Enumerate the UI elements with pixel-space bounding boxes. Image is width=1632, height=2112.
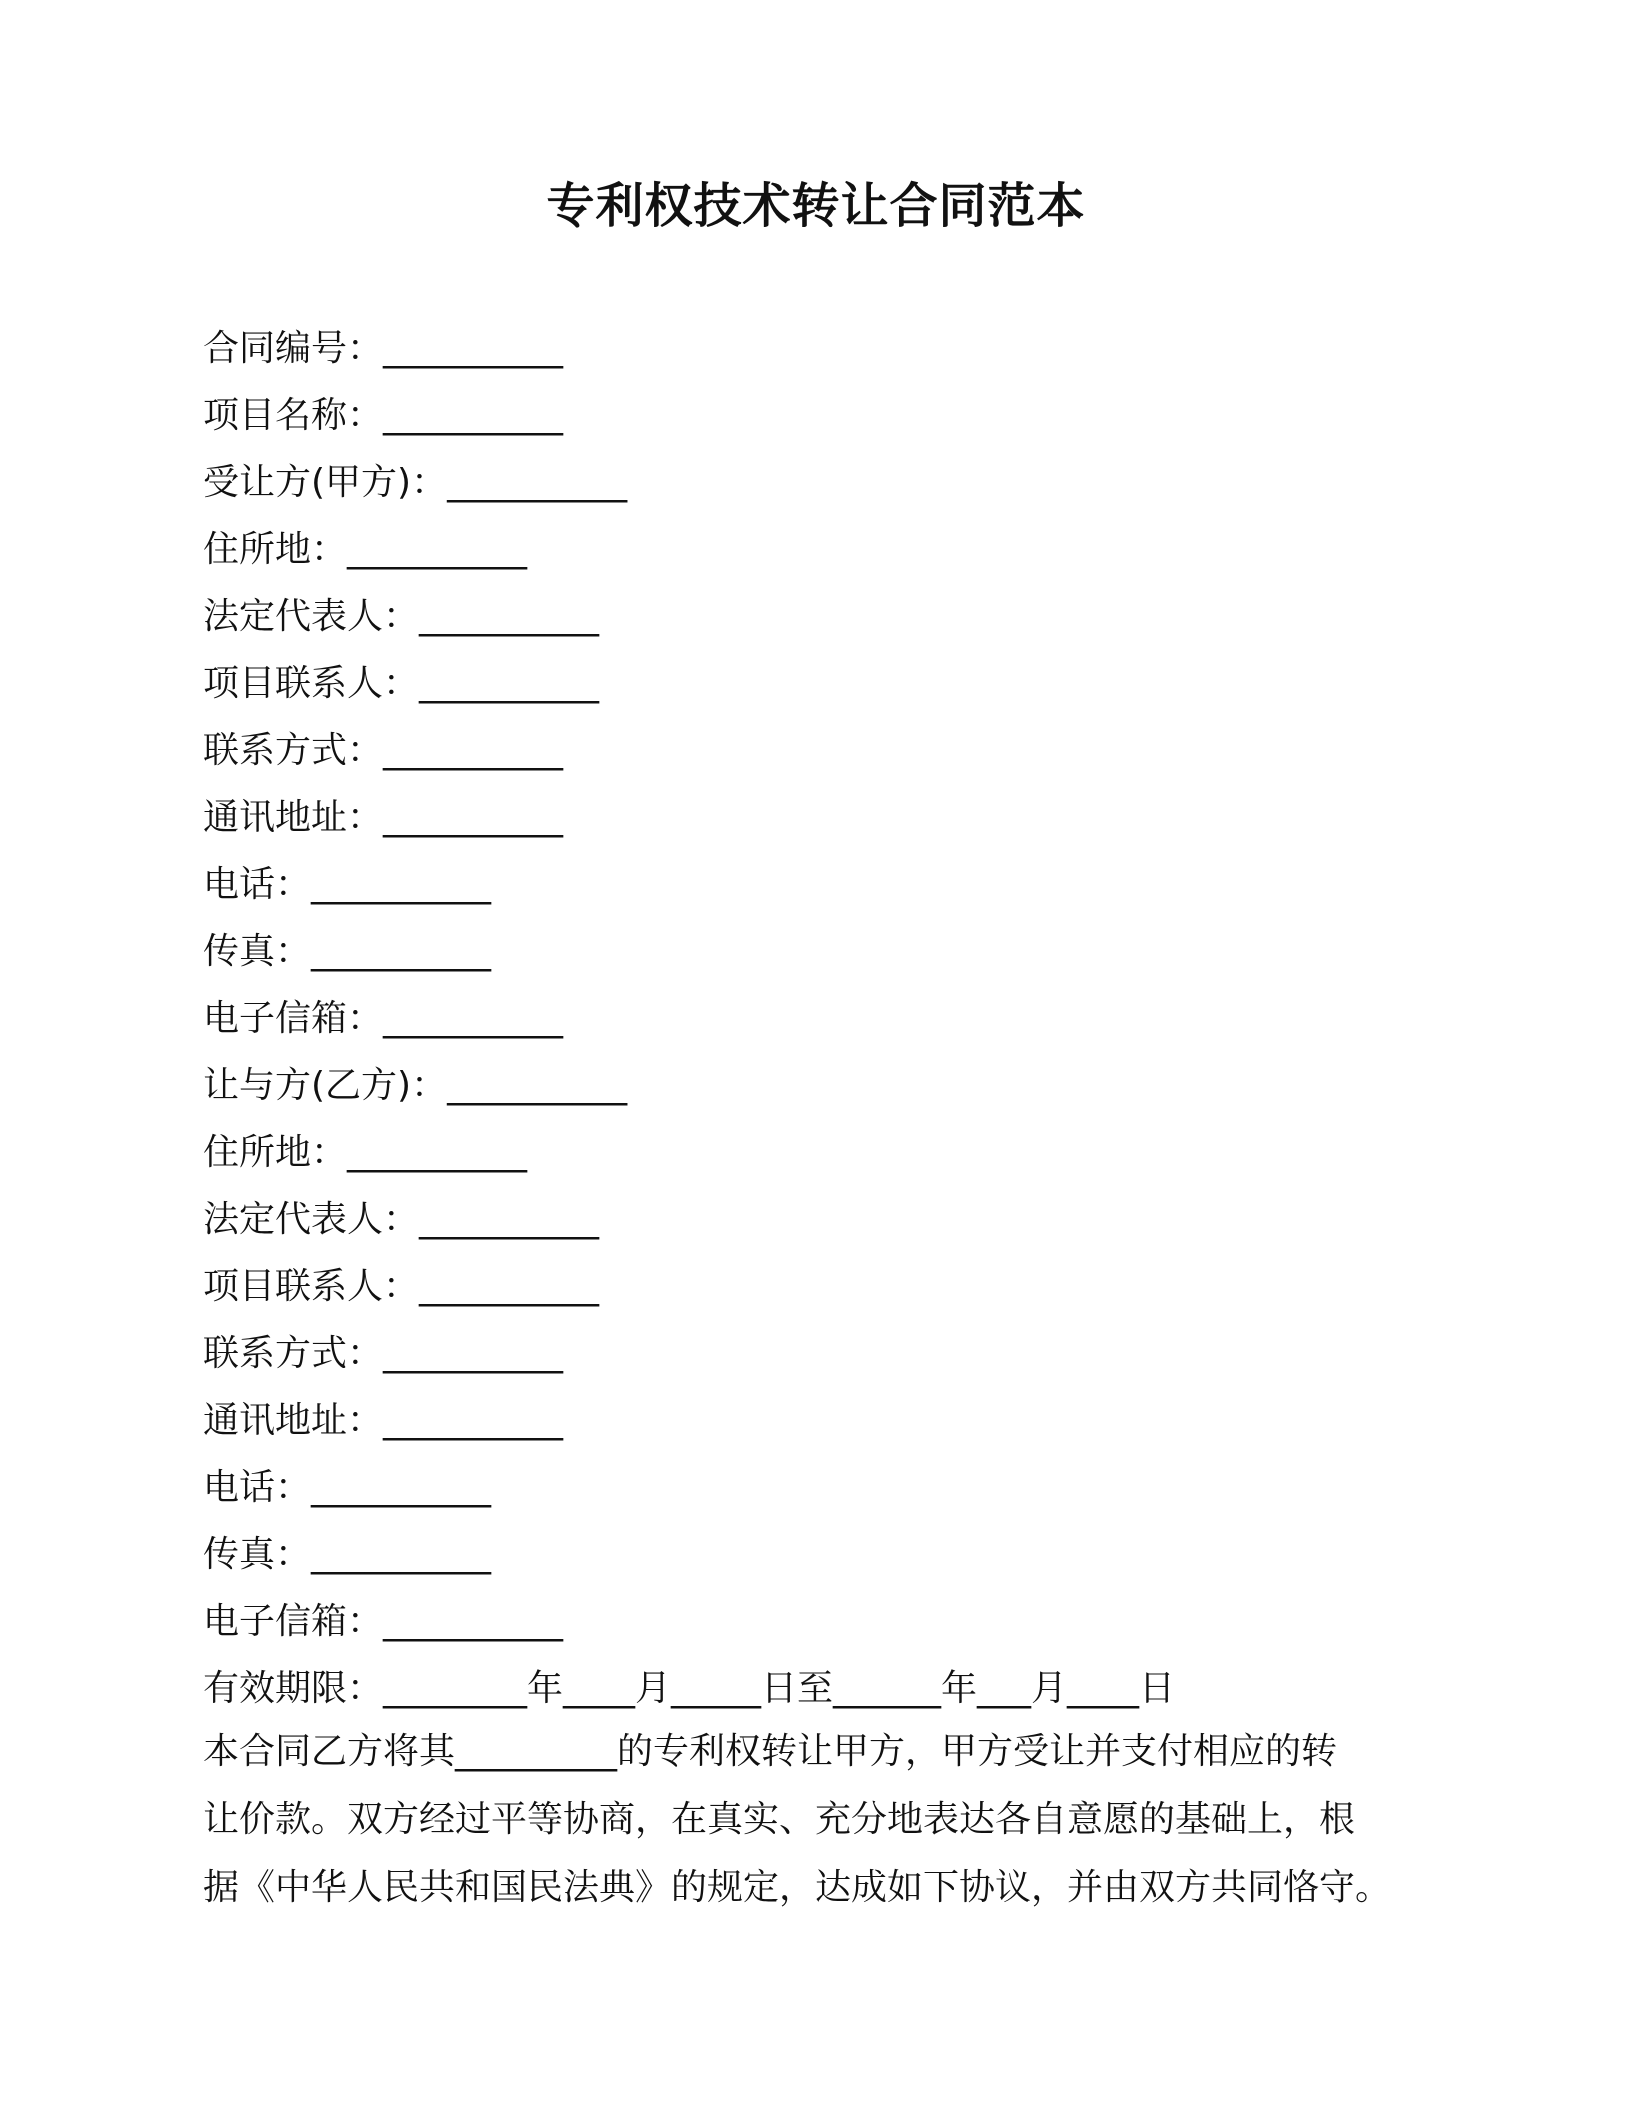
field-label: 受让方(甲方)： — [203, 462, 448, 503]
field-project-name — [203, 382, 1443, 449]
field-label: 住所地： — [203, 529, 348, 570]
field-blank: __________ — [311, 1467, 492, 1508]
field-assignee-contact-person — [203, 650, 1443, 717]
field-assignor-mailing-address — [203, 1387, 1443, 1454]
field-label: 联系方式： — [203, 730, 384, 771]
preamble-line: 本合同乙方将其_________的专利权转让甲方，甲方受让并支付相应的转 — [203, 1731, 1338, 1772]
field-label: 通讯地址： — [203, 797, 384, 838]
field-blank: __________ — [419, 596, 600, 637]
field-label: 法定代表人： — [203, 596, 420, 637]
field-blank: __________ — [383, 1601, 564, 1642]
field-assignor-contact-person — [203, 1253, 1443, 1320]
field-blank: __________ — [419, 1199, 600, 1240]
field-label: 让与方(乙方)： — [203, 1065, 448, 1106]
contract-fields — [203, 315, 1443, 1722]
field-label: 联系方式： — [203, 1333, 384, 1374]
field-assignee-legal-rep — [203, 583, 1443, 650]
field-blank: __________ — [383, 1333, 564, 1374]
field-blank: __________ — [311, 864, 492, 905]
field-assignor-fax — [203, 1521, 1443, 1588]
field-label: 法定代表人： — [203, 1199, 420, 1240]
field-blank: __________ — [311, 931, 492, 972]
field-assignor-legal-rep — [203, 1186, 1443, 1253]
field-assignee-fax — [203, 918, 1443, 985]
field-blank: __________ — [383, 730, 564, 771]
field-assignor-address — [203, 1119, 1443, 1186]
field-assignee-address — [203, 516, 1443, 583]
field-blank: __________ — [419, 1266, 600, 1307]
field-assignee-phone — [203, 851, 1443, 918]
field-blank: __________ — [383, 395, 564, 436]
field-label: 通讯地址： — [203, 1400, 384, 1441]
field-validity-period: 有效期限：________年____月_____日至______年___月____日 — [203, 1668, 1176, 1709]
field-label: 项目联系人： — [203, 663, 420, 704]
field-label: 住所地： — [203, 1132, 348, 1173]
field-blank: __________ — [447, 462, 628, 503]
field-blank: __________ — [447, 1065, 628, 1106]
preamble-line: 据《中华人民共和国民法典》的规定，达成如下协议，并由双方共同恪守。 — [203, 1867, 1392, 1908]
field-blank: __________ — [383, 998, 564, 1039]
field-assignee-email — [203, 985, 1443, 1052]
field-label: 电话： — [203, 864, 312, 905]
field-label: 传真： — [203, 931, 312, 972]
field-blank: __________ — [383, 797, 564, 838]
field-label: 项目名称： — [203, 395, 384, 436]
field-assignee — [203, 449, 1443, 516]
field-contract-number — [203, 315, 1443, 382]
field-label: 合同编号： — [203, 328, 384, 369]
field-assignor-email — [203, 1588, 1443, 1655]
preamble-line: 让价款。双方经过平等协商，在真实、充分地表达各自意愿的基础上，根 — [203, 1799, 1356, 1840]
field-blank: __________ — [311, 1534, 492, 1575]
field-blank: __________ — [347, 1132, 528, 1173]
contract-preamble — [203, 1718, 1443, 1922]
field-label: 项目联系人： — [203, 1266, 420, 1307]
field-blank: __________ — [383, 1400, 564, 1441]
field-assignee-contact-method — [203, 717, 1443, 784]
field-label: 电子信箱： — [203, 998, 384, 1039]
field-label: 电子信箱： — [203, 1601, 384, 1642]
field-blank: __________ — [383, 328, 564, 369]
field-assignor — [203, 1052, 1443, 1119]
field-label: 传真： — [203, 1534, 312, 1575]
document-title: 专利权技术转让合同范本 — [546, 178, 1086, 234]
field-assignee-mailing-address — [203, 784, 1443, 851]
field-assignor-phone — [203, 1454, 1443, 1521]
field-label: 电话： — [203, 1467, 312, 1508]
field-blank: __________ — [347, 529, 528, 570]
field-assignor-contact-method — [203, 1320, 1443, 1387]
field-blank: __________ — [419, 663, 600, 704]
